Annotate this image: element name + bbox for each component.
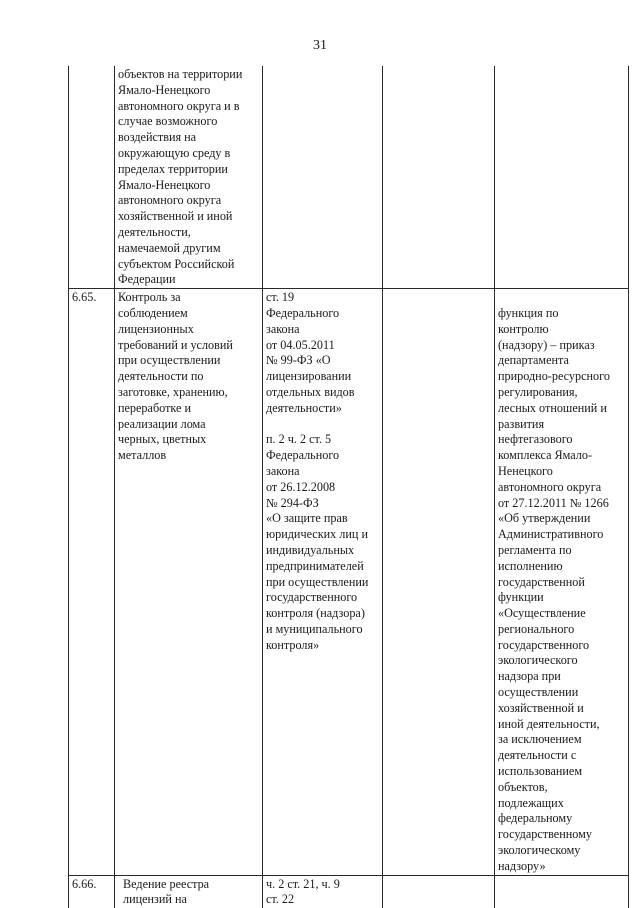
empty-cell: [383, 66, 495, 289]
text-line: нефтегазового: [498, 432, 573, 447]
text-line: контролю: [498, 321, 549, 336]
text-line: закона: [266, 463, 300, 478]
text-line: развития: [498, 416, 545, 431]
text-line: от 26.12.2008: [266, 479, 336, 494]
text-line: окружающую среду в: [118, 145, 231, 160]
text-line: заготовке, хранению,: [118, 384, 228, 399]
text-line: воздействия на: [118, 130, 197, 145]
text-line: надзору»: [498, 858, 546, 873]
text-line: п. 2 ч. 2 ст. 5: [266, 432, 332, 447]
text-line: Контроль за: [118, 290, 181, 305]
text-line: объектов на территории: [118, 67, 243, 81]
text-line: лицензировании: [266, 369, 352, 384]
text-line: № 99-ФЗ «О: [266, 353, 331, 368]
text-line: государственного: [498, 637, 590, 652]
empty-cell: [383, 289, 495, 875]
text-line: соблюдением: [118, 305, 188, 320]
text-line: ст. 19: [266, 290, 295, 305]
text-line: металлов: [118, 448, 167, 463]
text-line: «Об утверждении: [498, 511, 591, 526]
text-line: индивидуальных: [266, 542, 355, 557]
activity-name-cell: [115, 66, 263, 289]
text-line: от 27.12.2011 № 1266: [498, 495, 609, 510]
text-line: контроля»: [266, 637, 320, 652]
text-line: деятельности»: [266, 400, 342, 415]
text-line: деятельности по: [118, 369, 204, 384]
text-line: намечаемой другим: [118, 240, 221, 255]
text-line: автономного округа: [498, 479, 602, 494]
text-line: отдельных видов: [266, 384, 355, 399]
text-line: деятельности,: [118, 224, 191, 239]
table-row: [69, 875, 629, 908]
text-line: субъектом Российской: [118, 256, 235, 271]
text-line: случае возможного: [118, 114, 218, 129]
text-line: государственной: [498, 574, 585, 589]
text-line: экологического: [498, 653, 578, 668]
legal-basis-second: [266, 432, 379, 653]
text-line: «О защите прав: [266, 511, 348, 526]
text-line: автономного округа: [118, 193, 222, 208]
text-line: объектов,: [498, 779, 548, 794]
text-line: лицензионных: [118, 321, 194, 336]
text-line: «Осуществление: [498, 606, 586, 621]
text-line: Административного: [498, 527, 604, 542]
text-line: Ямало-Ненецкого: [118, 82, 211, 97]
text-line: реализации лома: [118, 416, 206, 431]
text-line: государственному: [498, 827, 592, 842]
text-line: переработке и: [118, 400, 191, 415]
text-line: комплекса Ямало-: [498, 448, 593, 463]
text-line: пределах территории: [118, 161, 228, 176]
legal-basis-first: [266, 290, 379, 416]
text-line: государственного: [266, 590, 358, 605]
text-line: ч. 2 ст. 21, ч. 9: [266, 876, 340, 891]
row-number-cell: [69, 66, 115, 289]
text-line: закона: [266, 321, 300, 336]
text-line: за исключением: [498, 732, 582, 747]
function-text: [498, 306, 625, 875]
text-line: департамента: [498, 353, 569, 368]
text-line: надзора при: [498, 669, 561, 684]
text-line: автономного округа и в: [118, 98, 240, 113]
text-line: Ямало-Ненецкого: [118, 177, 211, 192]
text-line: регламента по: [498, 542, 572, 557]
text-line: хозяйственной и иной: [118, 209, 233, 224]
empty-cell: [383, 875, 495, 908]
text-line: при осуществлении: [266, 574, 369, 589]
text-line: исполнению: [498, 558, 563, 573]
row-number-cell: 6.66.: [69, 875, 115, 908]
text-line: юридических лиц и: [266, 527, 368, 542]
text-line: (надзору) – приказ: [498, 337, 595, 352]
text-line: федеральному: [498, 811, 573, 826]
legal-basis-cell: [263, 66, 383, 289]
text-line: использованием: [498, 764, 583, 779]
activity-name-cell: [115, 875, 263, 908]
activity-name-cell: [115, 289, 263, 875]
text-line: и муниципального: [266, 621, 363, 636]
function-cell: [495, 289, 629, 875]
page-number: 31: [313, 38, 327, 53]
text-line: лицензий на: [123, 892, 187, 907]
text-line: функция по: [498, 305, 559, 320]
text-line: ст. 22: [266, 892, 295, 907]
text-line: от 04.05.2011: [266, 337, 335, 352]
function-cell: [495, 66, 629, 289]
text-line: Федерального: [266, 305, 340, 320]
legal-basis-cell: [263, 875, 383, 908]
table-row: [69, 66, 629, 289]
text-line: регионального: [498, 621, 575, 636]
function-cell: [495, 875, 629, 908]
text-line: регулирования,: [498, 384, 578, 399]
text-line: деятельности с: [498, 748, 577, 763]
text-line: лесных отношений и: [498, 400, 607, 415]
legal-basis-cell: [263, 289, 383, 875]
text-line: Ненецкого: [498, 463, 553, 478]
text-line: Ведение реестра: [123, 876, 210, 891]
text-line: черных, цветных: [118, 432, 207, 447]
text-line: Федерального: [266, 448, 340, 463]
text-line: контроля (надзора): [266, 606, 365, 621]
text-line: функции: [498, 590, 544, 605]
text-line: экологическому: [498, 843, 581, 858]
text-line: № 294-ФЗ: [266, 495, 319, 510]
text-line: осуществлении: [498, 685, 579, 700]
row-number-cell: 6.65.: [69, 289, 115, 875]
text-line: подлежащих: [498, 795, 564, 810]
text-line: предпринимателей: [266, 558, 364, 573]
text-line: при осуществлении: [118, 353, 221, 368]
text-line: требований и условий: [118, 337, 233, 352]
text-line: иной деятельности,: [498, 716, 600, 731]
document-table: [68, 66, 629, 908]
table-row: [69, 289, 629, 875]
text-line: хозяйственной и: [498, 700, 584, 715]
text-line: природно-ресурсного: [498, 369, 610, 384]
text-line: Федерации: [118, 272, 176, 287]
